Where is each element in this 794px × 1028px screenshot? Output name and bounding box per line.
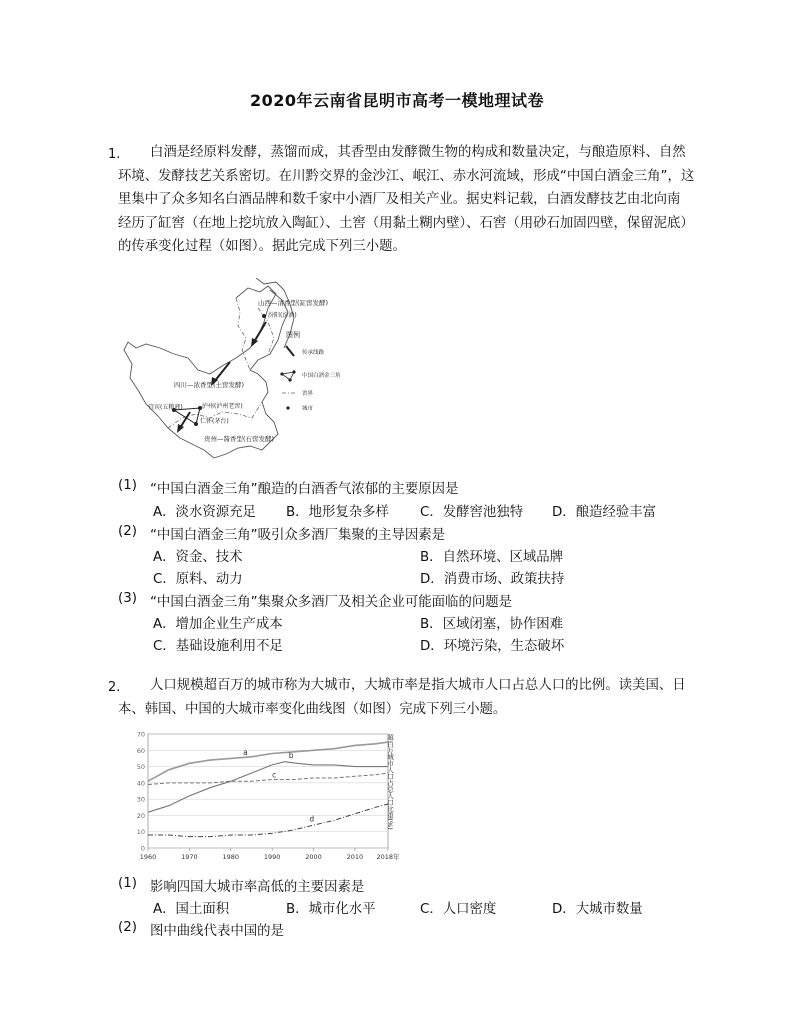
q1-sub1-number: (1) — [118, 478, 137, 493]
label-yibin: 宜宾(五粮液) — [148, 404, 183, 411]
q1-stem-line: 环境、发酵技艺关系密切。在川黔交界的金沙江、岷江、赤水河流域，形成“中国白酒金三角”，这 — [118, 168, 695, 184]
q1-sub2-option-b[interactable]: B．自然环境、区域品牌 — [420, 550, 564, 565]
q1-stem-line: 白酒是经原料发酵，蒸馏而成，其香型由发酵微生物的构成和数量决定，与酿造原料、自然 — [150, 145, 686, 160]
q2-sub1-text: 影响四国大城市率高低的主要因素是 — [150, 880, 365, 895]
q1-sub2-option-d[interactable]: D．消费市场、政策扶持 — [420, 572, 565, 587]
q2-stem — [118, 674, 686, 721]
chart-y-tick-label: 70 — [136, 730, 145, 739]
chart-y-tick-label: 60 — [136, 746, 145, 755]
label-fenyang: 汾阳(汾酒) — [268, 312, 297, 319]
q2-stem-line: 本、韩国、中国的大城市率变化曲线图（如图）完成下列三小题。 — [118, 701, 507, 717]
route-arrowhead — [251, 338, 258, 347]
label-shanxi: 山西—清香型(缸窖发酵) — [258, 299, 329, 307]
province-border — [236, 298, 250, 370]
legend-city-icon — [286, 406, 289, 409]
q2-stem-line: 人口规模超百万的城市称为大城市，大城市率是指大城市人口占总人口的比例。读美国、日 — [150, 678, 686, 693]
q1-sub3-number: (3) — [118, 591, 137, 606]
q1-stem — [118, 141, 694, 259]
chart-frame — [148, 734, 388, 848]
route-arrow — [254, 322, 266, 342]
chart-series-label-a: a — [243, 747, 248, 757]
chart-y-tick-label: 40 — [136, 779, 145, 788]
chart-x-tick-label: 1970 — [181, 853, 198, 861]
label-renhuai: 仁怀(茅台) — [200, 418, 229, 425]
city-dot — [194, 422, 198, 426]
label-luzhou: 泸州(泸州老窖) — [202, 403, 243, 410]
q1-sub1-option-c[interactable]: C．发酵窖池独特 — [420, 505, 524, 520]
q1-sub1-option-d[interactable]: D．酿造经验丰富 — [552, 505, 657, 520]
chart-series-a — [148, 742, 388, 781]
q2-number: 2. — [108, 680, 121, 695]
q1-sub2-option-a[interactable]: A．资金、技术 — [153, 550, 243, 565]
chart-x-tick-label: 2018年 — [376, 853, 400, 861]
q1-stem-line: 里集中了众多知名白酒品牌和数千家中小酒厂及相关产业。据史料记载，白酒发酵技艺由北向南 — [118, 192, 681, 207]
route-arrow — [214, 362, 230, 382]
liquor-map — [118, 278, 388, 468]
q1-number: 1. — [108, 147, 121, 162]
legend-triangle-icon — [282, 372, 294, 380]
chart-x-tick-label: 1980 — [222, 853, 240, 861]
chart-y-tick-label: 50 — [136, 763, 145, 772]
chart-grid — [148, 734, 388, 848]
q1-sub1-option-a[interactable]: A．淡水资源充足 — [153, 505, 256, 520]
q2-sub1-number: (1) — [118, 876, 137, 891]
q1-stem-line: 经历了缸窖（在地上挖坑放入陶缸）、土窖（用黏土糊内壁）、石窖（用砂石加固四壁，保留泥底） — [118, 215, 694, 231]
q1-sub3-option-d[interactable]: D．环境污染，生态破坏 — [420, 639, 565, 654]
legend-triangle-dot — [292, 370, 295, 373]
chart-series-b — [148, 762, 388, 813]
q1-sub3-text: “中国白酒金三角”集聚众多酒厂及相关企业可能面临的问题是 — [150, 595, 513, 610]
page-title: 2020年云南省昆明市高考一模地理试卷 — [249, 91, 545, 110]
city-dot — [262, 314, 266, 318]
chart-y-ticks — [137, 731, 145, 853]
legend-route: 传承线路 — [302, 350, 325, 356]
q1-sub3-option-b[interactable]: B．区域闭塞，协作困难 — [420, 617, 564, 632]
chart-x-tick-label: 1960 — [139, 853, 157, 861]
province-outline — [124, 286, 288, 458]
chart-y-tick-label: 20 — [136, 811, 145, 820]
chart-y-label: 超百万城市人口占总人口比重(%) — [386, 734, 394, 830]
chart-y-tick-label: 0 — [140, 844, 145, 853]
q2-sub1-option-a[interactable]: A．国土面积 — [153, 902, 230, 917]
label-guizhou: 贵州—酱香型(石窖发酵) — [204, 435, 275, 443]
chart-series-label-d: d — [309, 814, 315, 824]
q2-sub1-option-b[interactable]: B．城市化水平 — [286, 902, 376, 917]
q1-sub1-text: “中国白酒金三角”酿造的白酒香气浓郁的主要原因是 — [150, 482, 459, 497]
legend-route-icon — [286, 346, 294, 356]
q2-sub1-option-d[interactable]: D．大城市数量 — [552, 902, 643, 917]
chart-series — [148, 742, 388, 837]
chart-x-tick-label: 2010 — [346, 853, 364, 861]
q2-sub1-option-c[interactable]: C．人口密度 — [420, 902, 497, 917]
q1-sub2-number: (2) — [118, 524, 137, 539]
route-arrowhead — [177, 424, 184, 433]
chart-series-label-c: c — [272, 770, 277, 780]
label-sichuan: 四川—浓香型(土窖发酵) — [174, 381, 245, 389]
chart-x-tick-label: 2000 — [305, 853, 322, 861]
chart-y-tick-label: 10 — [136, 828, 145, 837]
legend-border: 省界 — [302, 391, 314, 397]
legend-title: 图例 — [286, 331, 300, 339]
chart-y-tick-label: 30 — [136, 795, 145, 804]
legend-triangle: 中国白酒金三角 — [302, 373, 341, 379]
legend-triangle-dot — [288, 378, 291, 381]
legend-triangle-dot — [280, 372, 283, 375]
chart-series-label-b: b — [288, 751, 294, 761]
q1-sub3-option-a[interactable]: A．增加企业生产成本 — [153, 617, 283, 632]
legend-city: 城市 — [302, 406, 314, 412]
q1-stem-line: 的传承变化过程（如图）。据此完成下列三小题。 — [118, 239, 406, 254]
q1-sub1-option-b[interactable]: B．地形复杂多样 — [286, 505, 389, 520]
q2-sub2-text: 图中曲线代表中国的是 — [150, 924, 284, 939]
chart-x-tick-label: 1990 — [263, 853, 281, 861]
chart-series-labels — [243, 748, 314, 824]
chart-x-ticks — [140, 848, 400, 861]
q2-sub2-number: (2) — [118, 920, 137, 935]
q1-sub2-option-c[interactable]: C．原料、动力 — [153, 572, 243, 587]
big-city-rate-chart — [118, 728, 400, 866]
q1-sub3-option-c[interactable]: C．基础设施利用不足 — [153, 639, 283, 654]
q1-sub2-text: “中国白酒金三角”吸引众多酒厂集聚的主导因素是 — [150, 528, 446, 543]
